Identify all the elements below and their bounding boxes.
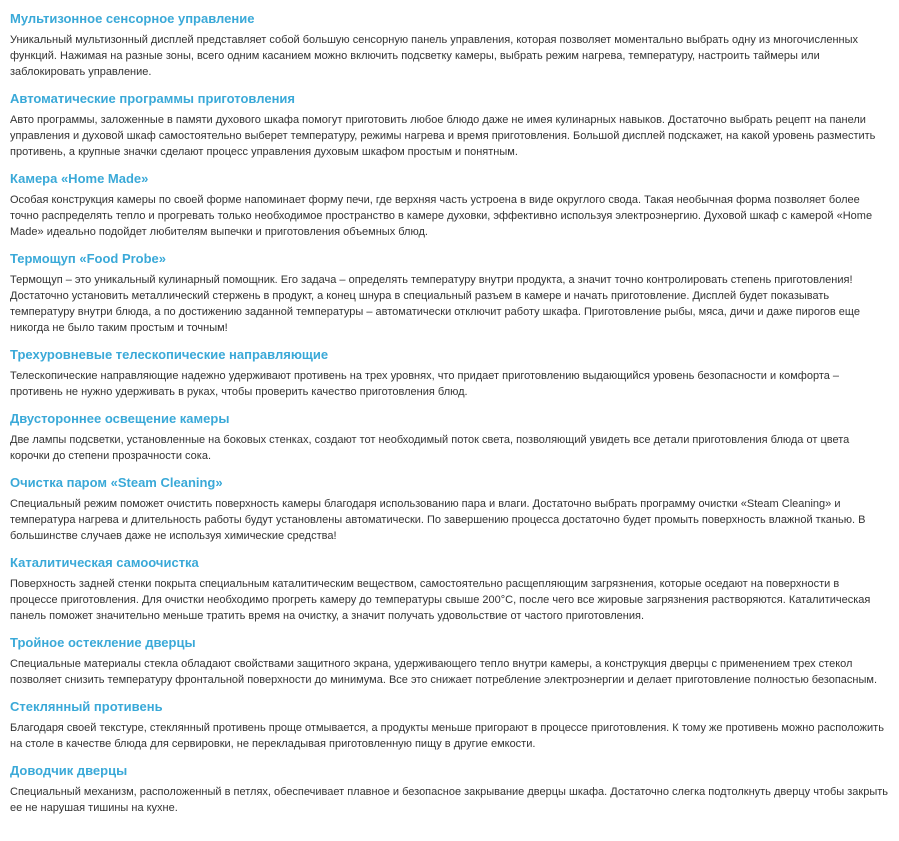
feature-description: Две лампы подсветки, установленные на боковых стенках, создают тот необходимый поток света, позволяющий увидеть все детали приготовления блюда от цвета корочки до степени прозрачности сока. bbox=[10, 434, 850, 462]
feature-description: Поверхность задней стенки покрыта специальным каталитическим веществом, самостоятельно расщепляющим загрязнения, которые оседают на поверхности в процессе приготовления. Для очистки необходимо прогреть камеру до температуры свыше 200°С, после чего все жировые загрязнения растворяются. Каталитическая панель поможет значительно меньше тратить время на очистку, а значит получать удовольствие от частого приготовления. bbox=[10, 578, 871, 622]
feature-steam-cleaning bbox=[10, 475, 889, 544]
feature-title: Стеклянный противень bbox=[10, 699, 163, 714]
feature-description: Телескопические направляющие надежно удерживают противень на трех уровнях, что придает приготовлению выдающийся уровень безопасности и комфорта – противень не нужно удерживать в руках, чтобы проверить качество приготовления блюд. bbox=[10, 370, 840, 398]
feature-dual-lighting bbox=[10, 411, 889, 464]
feature-title: Доводчик дверцы bbox=[10, 763, 128, 778]
feature-door-closer bbox=[10, 763, 889, 816]
feature-description: Специальный механизм, расположенный в петлях, обеспечивает плавное и безопасное закрывание дверцы шкафа. Достаточно слегка подтолкнуть дверцу чтобы закрыть ее не нарушая тишины на кухне. bbox=[10, 786, 888, 814]
feature-description: Авто программы, заложенные в памяти духового шкафа помогут приготовить любое блюдо даже не имея кулинарных навыков. Достаточно выбрать рецепт на панели управления и духовой шкаф самостоятельно выберет температуру, режимы нагрева и время приготовления. Большой дисплей подскажет, на какой уровень разместить противень, а крупные значки сделают процесс управления духовым шкафом простым и понятным. bbox=[10, 114, 876, 158]
feature-description: Особая конструкция камеры по своей форме напоминает форму печи, где верхняя часть устроена в виде округлого свода. Такая необычная форма позволяет более точно распределять тепло и прогревать только необходимое пространство в камере духовки, эффективно используя электроэнергию. Духовой шкаф с камерой «Home Made» идеально подойдет любителям выпечки и приготовления объемных блюд. bbox=[10, 194, 873, 238]
feature-title: Очистка паром «Steam Cleaning» bbox=[10, 475, 223, 490]
feature-title: Мультизонное сенсорное управление bbox=[10, 11, 255, 26]
feature-title: Тройное остекление дверцы bbox=[10, 635, 196, 650]
feature-title: Автоматические программы приготовления bbox=[10, 91, 295, 106]
feature-multizone-touch-control bbox=[10, 11, 889, 80]
feature-telescopic-rails bbox=[10, 347, 889, 400]
feature-home-made-chamber bbox=[10, 171, 889, 240]
feature-description: Термощуп – это уникальный кулинарный помощник. Его задача – определять температуру внутри продукта, а значит точно контролировать степень приготовления! Достаточно установить металлический стержень в продукт, а конец шнура в специальный разъем в камере и начать приготовление. Дисплей будет показывать температуру внутри блюда, а по достижению заданной температуры – автоматически отключит работу шкафа. Приготовление рыбы, мяса, дичи и даже пирогов еще никогда не было таким простым и точным! bbox=[10, 274, 860, 334]
feature-title: Двустороннее освещение камеры bbox=[10, 411, 230, 426]
feature-description: Специальный режим поможет очистить поверхность камеры благодаря использованию пара и влаги. Достаточно выбрать программу очистки «Steam Cleaning» и температура нагрева и длительность работы будут установлены автоматически. По завершению процесса достаточно будет промыть поверхность влажной тканью. В большинстве случаев даже не используя химические средства! bbox=[10, 498, 866, 542]
feature-description: Уникальный мультизонный дисплей представляет собой большую сенсорную панель управления, которая позволяет моментально выбрать одну из многочисленных функций. Нажимая на разные зоны, всего одним касанием можно включить подсветку камеры, выбрать режим нагрева, температуру, настроить таймеры или заблокировать управление. bbox=[10, 34, 859, 78]
feature-title: Камера «Home Made» bbox=[10, 171, 149, 186]
feature-description: Благодаря своей текстуре, стеклянный противень проще отмывается, а продукты меньше пригорают в процессе приготовления. К тому же противень можно расположить на столе в качестве блюда для сервировки, не перекладывая приготовленную пищу в другие емкости. bbox=[10, 722, 884, 750]
feature-catalytic-cleaning bbox=[10, 555, 889, 624]
feature-title: Термощуп «Food Probe» bbox=[10, 251, 167, 266]
feature-title: Трехуровневые телескопические направляющие bbox=[10, 347, 329, 362]
feature-glass-tray bbox=[10, 699, 889, 752]
feature-title: Каталитическая самоочистка bbox=[10, 555, 199, 570]
feature-food-probe bbox=[10, 251, 889, 336]
feature-description: Специальные материалы стекла обладают свойствами защитного экрана, удерживающего тепло внутри камеры, а конструкция дверцы с применением трех стекол позволяет снизить температуру фронтальной поверхности до минимума. Все это снижает потребление электроэнергии и делает приготовление полностью безопасным. bbox=[10, 658, 878, 686]
feature-triple-glazing bbox=[10, 635, 889, 688]
feature-auto-programs bbox=[10, 91, 889, 160]
